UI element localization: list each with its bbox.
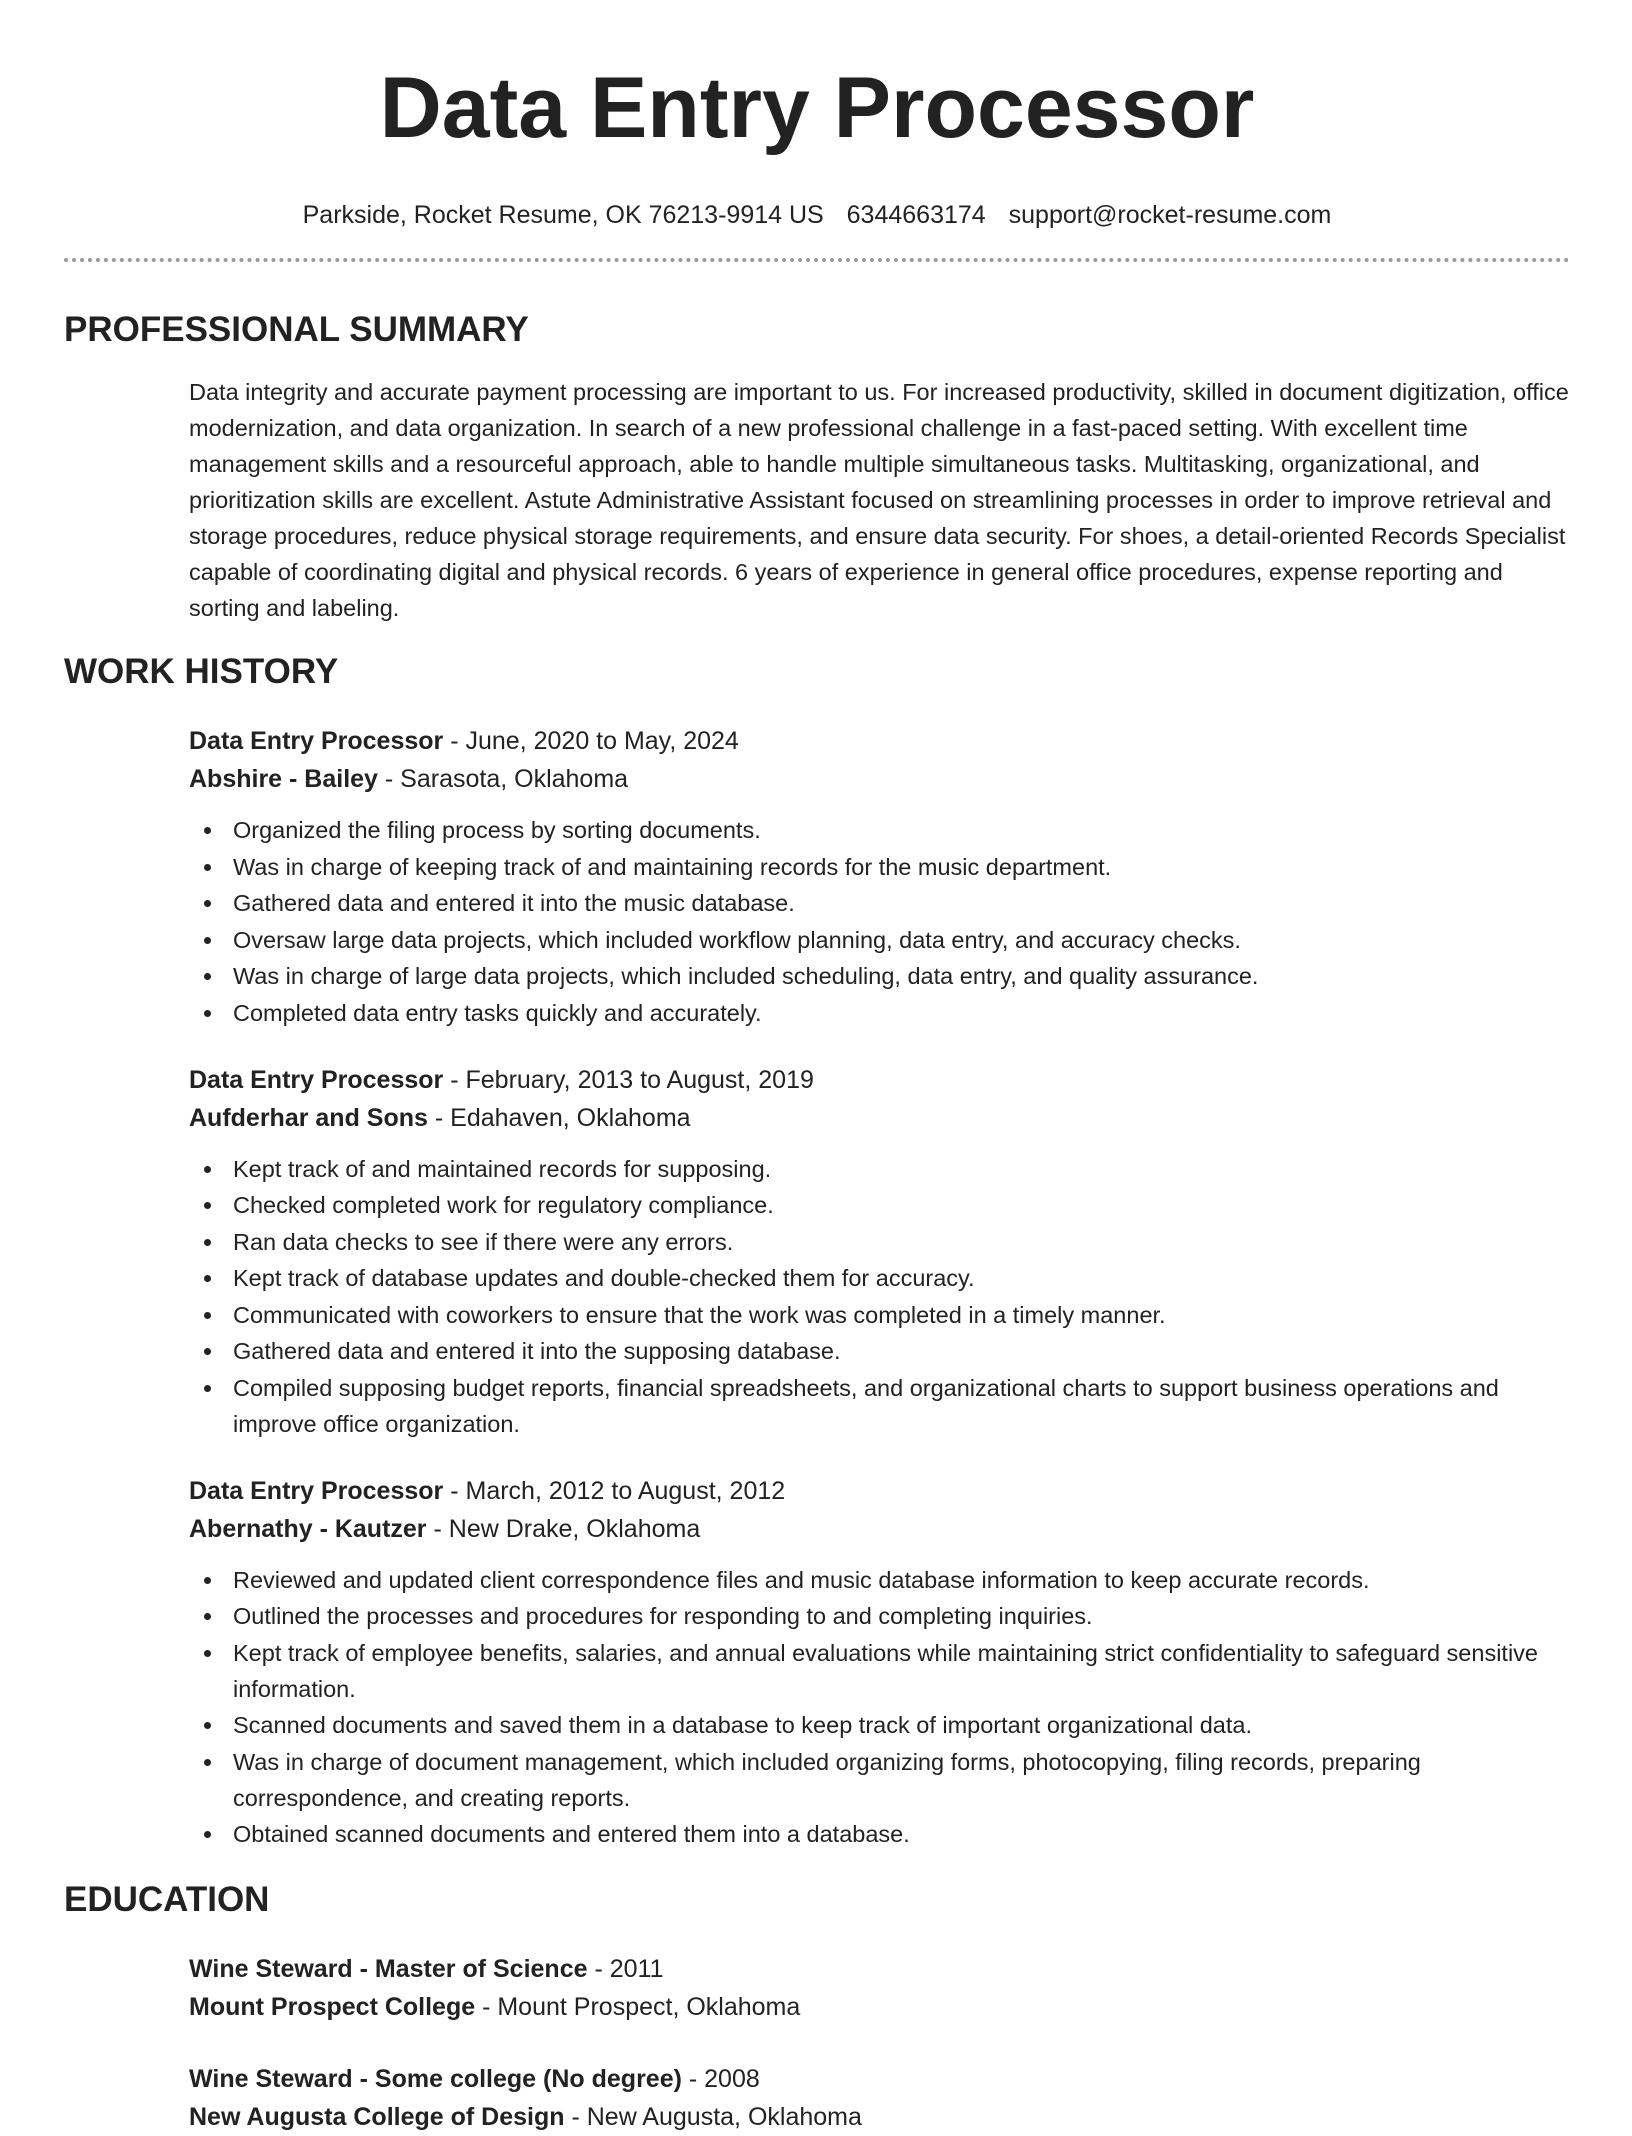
list-item: Kept track of employee benefits, salaries, and annual evaluations while maintaining strict confidentiality to safeguard sensitive information. [189, 1635, 1570, 1707]
list-item: Kept track of and maintained records for supposing. [189, 1151, 1570, 1187]
list-item: Oversaw large data projects, which included workflow planning, data entry, and accuracy checks. [189, 922, 1570, 958]
job-bullets [189, 812, 1570, 1031]
job-company-line [189, 760, 1570, 798]
list-item: Completed data entry tasks quickly and accurately. [189, 995, 1570, 1031]
list-item: Gathered data and entered it into the music database. [189, 885, 1570, 921]
summary-text: Data integrity and accurate payment processing are important to us. For increased productivity, skilled in document digitization, office modernization, and data organization. In search of a new professional challenge in a fast-paced setting. With excellent time management skills and a resourceful approach, able to handle multiple simultaneous tasks. Multitasking, organizational, and prioritization skills are excellent. Astute Administrative Assistant focused on streamlining processes in order to improve retrieval and storage procedures, reduce physical storage requirements, and ensure data security. For shoes, a detail-oriented Records Specialist capable of coordinating digital and physical records. 6 years of experience in general office procedures, expense reporting and sorting and labeling. [189, 379, 1569, 621]
header-divider [64, 258, 1570, 262]
list-item: Outlined the processes and procedures for responding to and completing inquiries. [189, 1598, 1570, 1634]
job-location: - New Drake, Oklahoma [426, 1514, 701, 1543]
list-item: Ran data checks to see if there were any errors. [189, 1224, 1570, 1260]
resume-page [64, 0, 1570, 2136]
list-item: Kept track of database updates and double-checked them for accuracy. [189, 1260, 1570, 1296]
contact-address: Parkside, Rocket Resume, OK 76213-9914 US [302, 201, 824, 229]
job-role: Data Entry Processor [189, 1476, 444, 1505]
job-title-line [189, 1472, 1570, 1510]
education-school-line [189, 1988, 1570, 2026]
job-dates: - February, 2013 to August, 2019 [443, 1065, 814, 1094]
education-degree-line [189, 2060, 1570, 2098]
job-company-line [189, 1510, 1570, 1548]
job-company: Abernathy - Kautzer [189, 1514, 427, 1543]
list-item: Gathered data and entered it into the supposing database. [189, 1333, 1570, 1369]
education-year: - 2011 [587, 1955, 664, 1983]
education-year: - 2008 [681, 2065, 760, 2093]
job-role: Data Entry Processor [189, 1065, 444, 1094]
list-item: Reviewed and updated client correspondence files and music database information to keep accurate records. [189, 1562, 1570, 1598]
education-school: New Augusta College of Design [189, 2103, 565, 2131]
job-role: Data Entry Processor [189, 727, 444, 755]
resume-name: Data Entry Processor [379, 60, 1255, 156]
job-entry [189, 722, 1570, 1031]
education-school-line [189, 2098, 1570, 2136]
education-degree: Wine Steward - Master of Science [189, 1955, 588, 1983]
education-section-title: EDUCATION [64, 1880, 270, 1919]
list-item: Was in charge of large data projects, which included scheduling, data entry, and quality assurance. [189, 958, 1570, 994]
list-item: Was in charge of keeping track of and maintaining records for the music department. [189, 849, 1570, 885]
summary-section-title: PROFESSIONAL SUMMARY [64, 310, 529, 349]
education-location: - New Augusta, Oklahoma [564, 2103, 862, 2131]
contact-line [64, 198, 1570, 232]
job-company: Abshire - Bailey [189, 765, 378, 793]
job-company: Aufderhar and Sons [189, 1103, 428, 1132]
job-bullets [189, 1562, 1570, 1853]
job-location: - Sarasota, Oklahoma [377, 765, 629, 793]
job-bullets [189, 1151, 1570, 1442]
job-title-line [189, 1061, 1570, 1099]
job-location: - Edahaven, Oklahoma [427, 1103, 691, 1132]
job-dates: - March, 2012 to August, 2012 [443, 1476, 786, 1505]
contact-phone: 6344663174 [846, 201, 986, 229]
education-degree: Wine Steward - Some college (No degree) [189, 2065, 682, 2093]
education-location: - Mount Prospect, Oklahoma [475, 1993, 801, 2021]
job-company-line [189, 1099, 1570, 1137]
list-item: Scanned documents and saved them in a database to keep track of important organizational data. [189, 1707, 1570, 1743]
job-entry [189, 1472, 1570, 1853]
education-school: Mount Prospect College [189, 1993, 476, 2021]
list-item: Organized the filing process by sorting documents. [189, 812, 1570, 848]
job-entry [189, 1061, 1570, 1442]
list-item: Checked completed work for regulatory compliance. [189, 1187, 1570, 1223]
education-entry [189, 1950, 1570, 2026]
list-item: Communicated with coworkers to ensure that the work was completed in a timely manner. [189, 1297, 1570, 1333]
education-entry [189, 2060, 1570, 2136]
work-section-title: WORK HISTORY [64, 652, 339, 691]
contact-email: support@rocket-resume.com [1008, 201, 1332, 229]
list-item: Obtained scanned documents and entered them into a database. [189, 1816, 1570, 1852]
list-item: Was in charge of document management, which included organizing forms, photocopying, filing records, preparing correspondence, and creating reports. [189, 1744, 1570, 1816]
job-dates: - June, 2020 to May, 2024 [443, 727, 739, 755]
education-degree-line [189, 1950, 1570, 1988]
job-title-line [189, 722, 1570, 760]
list-item: Compiled supposing budget reports, financial spreadsheets, and organizational charts to support business operations and improve office organization. [189, 1370, 1570, 1442]
